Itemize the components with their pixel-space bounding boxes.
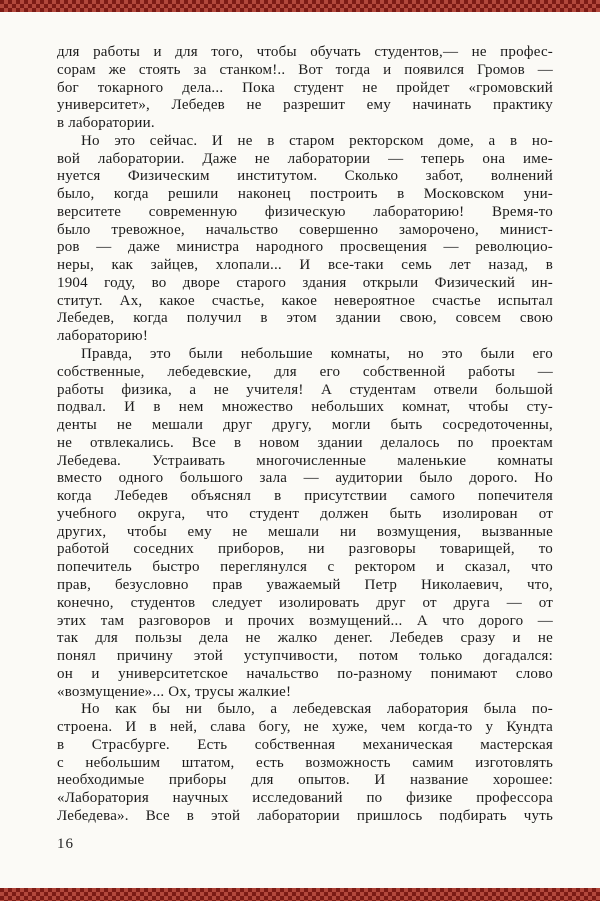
text-line: прав, безусловно прав уважаемый Петр Николаевич, что, — [57, 576, 553, 593]
body-text — [57, 44, 553, 826]
text-line: Лебедева. Устраивать многочисленные маленькие комнаты — [57, 452, 553, 469]
text-line: вместо одного большого зала — аудитории было дорого. Но — [57, 470, 553, 487]
text-line: понял причину этой уступчивости, потом только догадался: — [57, 648, 553, 665]
text-line: нуется Физическим институтом. Сколько забот, волнений — [57, 168, 553, 185]
text-line: сорам же стоять за станком!.. Вот тогда и появился Громов — — [57, 61, 553, 78]
text-line: «Лаборатория научных исследований по физике профессора — [57, 790, 553, 807]
text-line: с небольшим штатом, есть возможность самим изготовлять — [57, 754, 553, 771]
text-line: Но это сейчас. И не в старом ректорском доме, а в но- — [81, 132, 553, 149]
text-line: необходимые приборы для опытов. И название хорошее: — [57, 772, 553, 789]
text-line: «возмущение»... Ох, трусы жалкие! — [57, 683, 292, 700]
text-line: университет», Лебедев не разрешит ему начинать практику — [57, 97, 553, 114]
text-line: для работы и для того, чтобы обучать студентов,— не профес- — [57, 44, 553, 60]
text-line: Лебедев, когда получил в этом здании свою, совсем свою — [57, 310, 553, 327]
text-line: других, чтобы ему не мешали ни возмущения, вызванные — [57, 523, 553, 540]
text-line: в лаборатории. — [57, 115, 155, 132]
text-line: учебного округа, что студент должен быть изолирован от — [57, 505, 553, 522]
text-line: Лебедева». Все в этой лаборатории пришлось подбирать чуть — [57, 807, 553, 824]
text-line: было тревожное, начальство совершенно заморочено, минист- — [57, 221, 553, 238]
text-line: работы физика, а не учителя! А студентам отвели большой — [57, 381, 553, 398]
text-line: этих там разговоров и прочих возмущений... А что дорого — — [57, 612, 553, 629]
text-line: строена. И в ней, слава богу, не хуже, чем когда-то у Кундта — [57, 719, 553, 736]
text-line: в Страсбурге. Есть собственная механическая мастерская — [57, 736, 553, 753]
text-line: когда Лебедев объяснял в присутствии самого попечителя — [57, 488, 553, 505]
text-line: собственные, лебедевские, для его собственной работы — — [57, 363, 553, 380]
text-line: так для пользы дела не жалко денег. Лебедев сразу и не — [57, 630, 553, 647]
text-line: было, когда решили наконец построить в Московском уни- — [57, 186, 553, 203]
text-line: денты не мешали друг другу, могли быть сосредоточенны, — [57, 417, 553, 434]
text-line: конечно, студентов следует изолировать друг от друга — от — [57, 594, 553, 611]
text-line: Но как бы ни было, а лебедевская лаборатория была по- — [81, 701, 553, 718]
text-line: неры, как зайцев, хлопали... И все-таки семь лет назад, в — [57, 257, 553, 274]
text-line: бог токарного дела... Пока студент не пройдет «громовский — [57, 79, 553, 96]
bottom-ornament-border — [0, 888, 600, 901]
text-line: подвал. И в нем множество небольших комнат, чтобы сту- — [57, 399, 553, 416]
text-line: попечитель быстро переглянулся с ректором и сказал, что — [57, 559, 553, 576]
page-number: 16 — [57, 836, 74, 852]
text-line: ров — даже министра народного просвещения — революцио- — [57, 239, 553, 256]
text-line: ститут. Ах, какое счастье, какое невероятное счастье испытал — [57, 292, 553, 309]
text-line: не отвлекались. Все в новом здании делалось по проектам — [57, 434, 553, 451]
text-line: Правда, это были небольшие комнаты, но это были его — [81, 346, 553, 363]
text-line: верситете современную физическую лабораторию! Время-то — [57, 203, 553, 220]
text-line: он и университетское начальство по-разному понимают слово — [57, 665, 553, 682]
text-line: вой лаборатории. Даже не лаборатории — теперь она име- — [57, 150, 553, 167]
text-line: лабораторию! — [57, 328, 149, 345]
top-ornament-border — [0, 0, 600, 12]
text-line: работой соседних приборов, ни разговоры товарищей, то — [57, 541, 553, 558]
text-line: 1904 году, во дворе старого здания открыли Физический ин- — [57, 274, 553, 291]
